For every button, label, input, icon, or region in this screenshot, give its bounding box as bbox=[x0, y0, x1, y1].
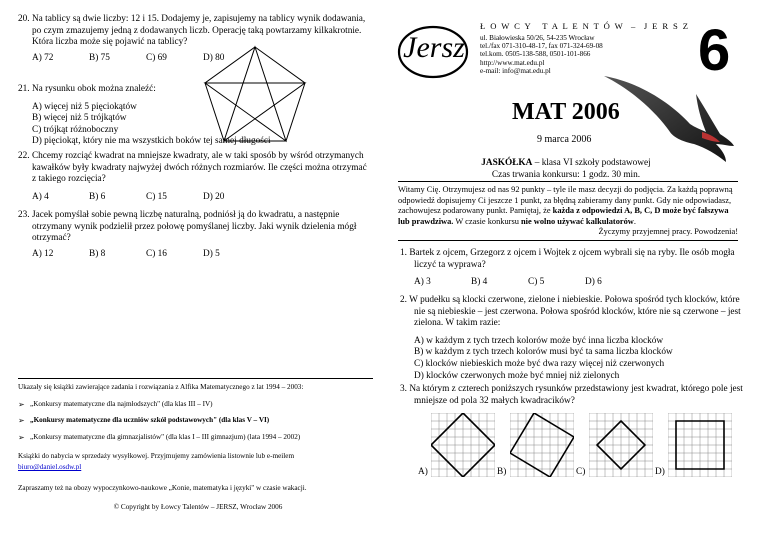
figure-label: C) bbox=[576, 467, 586, 477]
question-20 bbox=[18, 14, 368, 64]
option-a[interactable]: A) w każdym z tych trzech kolorów może być inna liczba klocków bbox=[414, 335, 664, 346]
wish-text: Życzymy przyjemnej pracy. Powodzenia! bbox=[598, 227, 738, 236]
question-22 bbox=[18, 151, 368, 203]
question-number: 22. bbox=[18, 151, 30, 161]
grid-figure bbox=[589, 413, 653, 477]
book-intro: Ukazały się książki zawierające zadania i rozwiązania z Alfika Matematycznego z lat 1994 – 2003: bbox=[18, 383, 304, 391]
option-b[interactable]: B) 75 bbox=[89, 52, 110, 63]
org-name: Ł O W C Y T A L E N T Ó W – J E R S Z bbox=[480, 21, 690, 31]
answer-options bbox=[400, 277, 745, 289]
option-d[interactable]: D) 6 bbox=[585, 277, 602, 288]
option-d[interactable]: D) pięciokąt, który nie ma wszystkich boków tej samej długości bbox=[32, 136, 271, 147]
option-c[interactable]: C) trójkąt różnoboczny bbox=[32, 124, 119, 135]
duration: Czas trwania konkursu: 1 godz. 30 min. bbox=[491, 169, 641, 180]
question-text: Na tablicy są dwie liczby: 12 i 15. Dodajemy je, zapisujemy na tablicy wynik dodawania, po czym zmazujemy jedną z dodawanych liczb. Operację taką powtarzamy kilkakrotnie. Która liczba może się pojawić na tablicy? bbox=[31, 14, 366, 48]
option-d[interactable]: D) 5 bbox=[203, 248, 220, 259]
question-text: Jacek pomyślał sobie pewną liczbę naturalną, podniósł ją do kwadratu, a następnie otrzymany wynik podzielił przez połowę pomyślanej liczby. Jaki wynik dzielenia mógł otrzymać? bbox=[31, 210, 357, 244]
option-c[interactable]: C) 15 bbox=[146, 191, 167, 202]
question-text: Na rysunku obok można znaleźć: bbox=[31, 84, 156, 94]
grade-number: 6 bbox=[698, 18, 731, 83]
logo-text: Jersz bbox=[403, 31, 465, 64]
grid-figure bbox=[510, 413, 574, 477]
question-2 bbox=[400, 295, 745, 382]
option-a[interactable]: A) 12 bbox=[32, 248, 54, 259]
option-a[interactable]: A) 72 bbox=[32, 52, 54, 63]
option-a[interactable]: A) 3 bbox=[414, 277, 431, 288]
question-3 bbox=[400, 384, 745, 407]
question-number: 21. bbox=[18, 84, 30, 94]
question-number: 23. bbox=[18, 210, 30, 220]
address-line: tel.kom. 0505-138-588, 0501-101-866 bbox=[480, 50, 591, 59]
category-name: JASKÓŁKA bbox=[481, 158, 533, 168]
grid-figure bbox=[431, 413, 495, 477]
category-info bbox=[400, 158, 732, 181]
question-1 bbox=[400, 248, 745, 289]
figure-label: B) bbox=[497, 467, 507, 477]
option-b[interactable]: B) 4 bbox=[471, 277, 488, 288]
option-b[interactable]: B) 6 bbox=[89, 191, 106, 202]
order-info: Książki do nabycia w sprzedaży wysyłkowej. Przyjmujemy zamówienia listownie lub e-meilem bbox=[18, 451, 295, 460]
pentagon-star-figure bbox=[200, 44, 310, 144]
question-number: 1. bbox=[400, 248, 407, 258]
book-item: ➢ „Konkursy matematyczne dla uczniów szkół podstawowych" (dla klas V – VI) bbox=[18, 416, 270, 426]
arrow-bullet-icon: ➢ bbox=[18, 432, 25, 442]
option-c[interactable]: C) 5 bbox=[528, 277, 545, 288]
option-b[interactable]: B) więcej niż 5 trójkątów bbox=[32, 113, 127, 124]
address-line: tel./fax 071-310-48-17, fax 071-324-69-08 bbox=[480, 42, 603, 51]
option-a[interactable]: A) 4 bbox=[32, 191, 49, 202]
answer-options bbox=[18, 192, 368, 204]
book-item: ➢ „Konkursy matematyczne dla najmłodszych" (dla klas III – IV) bbox=[18, 400, 213, 410]
intro-box: Witamy Cię. Otrzymujesz od nas 92 punkty – tyle ile masz decyzji do podjęcia. Za każdą poprawną odpowiedź dopisujemy Ci jeszcze 1 punkt, za błędną zabieramy dany punkt. Gdy nie odpowiadasz, zachowujesz podarowany punkt. Pamiętaj, że każda z odpowiedzi A, B, C, D może być fałszywa lub prawdziwa. W czasie konkursu nie wolno używać kalkulatorów. Życzymy przyjemnej pracy. Powodzenia! bbox=[398, 181, 738, 241]
option-b[interactable]: B) w każdym z tych trzech kolorów musi być ta sama liczba klocków bbox=[414, 347, 673, 358]
answer-options bbox=[18, 53, 368, 65]
question-number: 2. bbox=[400, 295, 407, 305]
order-email-link[interactable]: biuro@daniel.osdw.pl bbox=[18, 463, 82, 472]
question-number: 20. bbox=[18, 14, 30, 24]
figure-label: D) bbox=[655, 467, 665, 477]
email-line[interactable]: e-mail: info@mat.edu.pl bbox=[480, 66, 551, 75]
question-text: W pudełku są klocki czerwone, zielone i niebieskie. Połowa spośród tych klocków, które nie są niebieskie – jest czerwona. Połowa spośród klocków, które nie są czerwone – jest zielona. W takim razie: bbox=[409, 295, 741, 329]
answer-options bbox=[18, 249, 368, 261]
copyright: © Copyright by Łowcy Talentów – JERSZ, Wrocław 2006 bbox=[113, 502, 283, 511]
camps-info: Zapraszamy też na obozy wypoczynkowo-naukowe „Konie, matematyka i języki" w czasie wakacji. bbox=[18, 484, 307, 493]
contest-date: 9 marca 2006 bbox=[537, 134, 592, 145]
option-b[interactable]: B) 8 bbox=[89, 248, 106, 259]
question-text: Bartek z ojcem, Grzegorz z ojcem i Wojtek z ojcem wybrali się na ryby. Ile osób mogła liczyć ta wyprawa? bbox=[409, 248, 735, 270]
question-text: Chcemy rozciąć kwadrat na mniejsze kwadraty, ale w taki sposób by wśród otrzymanych kawałków były kwadraty najwyżej dwóch różnych rozmiarów. Ile części można otrzymać z takiego rozcięcia? bbox=[31, 151, 367, 185]
option-d[interactable]: D) klocków czerwonych może być mniej niż zielonych bbox=[414, 370, 620, 381]
grid-figure bbox=[668, 413, 732, 477]
arrow-bullet-icon: ➢ bbox=[18, 400, 25, 410]
option-d[interactable]: D) 20 bbox=[203, 191, 225, 202]
option-c[interactable]: C) klocków niebieskich może być dwa razy więcej niż czerwonych bbox=[414, 359, 665, 370]
answer-options bbox=[400, 336, 745, 382]
footer-divider bbox=[18, 378, 373, 379]
contest-title: MAT 2006 bbox=[512, 99, 620, 125]
option-d[interactable]: D) 80 bbox=[203, 52, 225, 63]
question-number: 3. bbox=[400, 384, 407, 394]
option-c[interactable]: C) 16 bbox=[146, 248, 167, 259]
book-promo bbox=[18, 383, 378, 511]
question-text: Na którym z czterech poniższych rysunków przedstawiony jest kwadrat, którego pole jest mniejsze od pola 32 małych kwadracików? bbox=[409, 384, 743, 406]
option-a[interactable]: A) więcej niż 5 pięciokątów bbox=[32, 101, 137, 112]
book-item: ➢ „Konkursy matematyczne dla gimnazjalistów" (dla klas I – III gimnazjum) (lata 1994 – 2002) bbox=[18, 432, 301, 442]
figure-label: A) bbox=[418, 467, 428, 477]
logo bbox=[397, 24, 470, 80]
question-23 bbox=[18, 210, 368, 260]
option-c[interactable]: C) 69 bbox=[146, 52, 167, 63]
website-link[interactable]: http://www.mat.edu.pl bbox=[480, 58, 545, 67]
org-info bbox=[480, 21, 690, 75]
arrow-bullet-icon: ➢ bbox=[18, 416, 25, 426]
address-line: ul. Białowieska 50/26, 54-235 Wrocław bbox=[480, 33, 595, 42]
category-description: – klasa VI szkoły podstawowej bbox=[532, 158, 651, 168]
